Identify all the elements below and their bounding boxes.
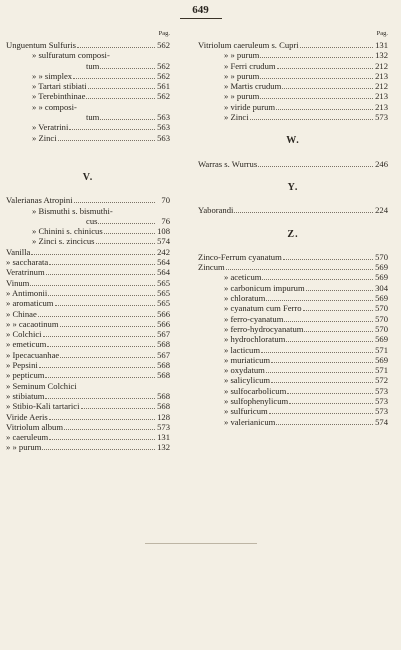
- index-entry: [198, 303, 388, 313]
- entry-page: 569: [375, 354, 388, 365]
- index-entry: [6, 216, 170, 226]
- index-entry: [198, 355, 388, 365]
- entry-page: 567: [157, 349, 170, 360]
- entry-term: » carbonicum impurum: [224, 282, 305, 293]
- entry-term: Warras s. Wurrus: [198, 158, 258, 169]
- section-letter-y: Y.: [287, 181, 299, 193]
- entry-term: » Tartari stibiati: [32, 81, 87, 92]
- index-entry: [198, 293, 388, 303]
- entry-term: » ferro-hydrocyanatum: [224, 323, 304, 334]
- section-letter-w: W.: [286, 135, 300, 147]
- dot-leader: [74, 196, 155, 203]
- right-group-y: [198, 205, 388, 215]
- dot-leader: [45, 392, 155, 399]
- index-entry: [6, 40, 170, 50]
- dot-leader: [100, 113, 155, 120]
- entry-page: 213: [375, 101, 388, 112]
- index-entry: [198, 396, 388, 406]
- index-entry: [198, 112, 388, 122]
- entry-page: 564: [157, 267, 170, 278]
- index-entry: [6, 288, 170, 298]
- entry-page: 212: [375, 60, 388, 71]
- index-entry: [6, 381, 170, 391]
- index-entry: [6, 391, 170, 401]
- dot-leader: [49, 413, 155, 420]
- dot-leader: [258, 160, 373, 167]
- entry-page: 246: [375, 158, 388, 169]
- dot-leader: [38, 310, 155, 317]
- dot-leader: [73, 72, 155, 79]
- dot-leader: [306, 284, 373, 291]
- entry-page: 213: [375, 70, 388, 81]
- entry-term: Vinum: [6, 277, 30, 288]
- dot-leader: [48, 289, 155, 296]
- dot-leader: [283, 253, 373, 260]
- dot-leader: [261, 346, 373, 353]
- entry-term: » Pepsini: [6, 360, 38, 371]
- entry-page: 563: [157, 132, 170, 143]
- dot-leader: [58, 134, 155, 141]
- dot-leader: [47, 340, 155, 347]
- dot-leader: [88, 82, 155, 89]
- dot-leader: [234, 206, 373, 213]
- entry-term: » Zinci: [32, 132, 57, 143]
- entry-page: 571: [375, 365, 388, 376]
- dot-leader: [277, 62, 373, 69]
- entry-term: » Seminum Colchici: [6, 380, 77, 391]
- entry-page: 574: [375, 416, 388, 427]
- entry-page: 131: [375, 40, 388, 50]
- entry-page: 563: [157, 122, 170, 133]
- entry-page: 565: [157, 298, 170, 309]
- entry-page: 567: [157, 329, 170, 340]
- entry-term: Vitriolum caeruleum s. Cupri: [198, 40, 299, 50]
- entry-term: Veratrinum: [6, 267, 45, 278]
- dot-leader: [269, 407, 373, 414]
- dot-leader: [43, 330, 155, 337]
- entry-term: » aceticum: [224, 272, 262, 283]
- dot-leader: [49, 258, 155, 265]
- page-number: 649: [192, 4, 209, 16]
- entry-term: Valerianas Atropini: [6, 195, 73, 206]
- entry-term: » caeruleum: [6, 432, 49, 443]
- entry-term: » saccharata: [6, 257, 49, 268]
- entry-term: » viride purum: [224, 101, 276, 112]
- entry-term: Unguentum Sulfuris: [6, 40, 76, 50]
- dot-leader: [282, 82, 373, 89]
- entry-page: 570: [375, 251, 388, 262]
- dot-leader: [96, 237, 155, 244]
- index-entry: [6, 298, 170, 308]
- index-entry: [6, 133, 170, 143]
- entry-page: 131: [157, 432, 170, 443]
- index-entry: [6, 81, 170, 91]
- entry-page: 572: [375, 375, 388, 386]
- entry-page: 561: [157, 81, 170, 92]
- index-entry: [198, 334, 388, 344]
- index-entry: [198, 324, 388, 334]
- dot-leader: [100, 62, 155, 69]
- entry-page: 132: [375, 50, 388, 61]
- entry-page: 568: [157, 390, 170, 401]
- index-entry: [198, 314, 388, 324]
- entry-term: » stibiatum: [6, 390, 45, 401]
- entry-page: 224: [375, 205, 388, 216]
- right-column: [198, 30, 388, 427]
- entry-term: » » simplex: [32, 70, 73, 81]
- entry-page: 570: [375, 313, 388, 324]
- entry-page: 565: [157, 277, 170, 288]
- index-entry: [198, 40, 388, 50]
- entry-term: » » cacaotinum: [6, 318, 59, 329]
- entry-term: » muriaticum: [224, 354, 271, 365]
- entry-term: » sulfuratum composi-: [32, 50, 110, 61]
- entry-term: » » purum: [224, 70, 260, 81]
- dot-leader: [276, 103, 373, 110]
- dot-leader: [86, 92, 155, 99]
- index-entry: [198, 81, 388, 91]
- dot-leader: [45, 371, 155, 378]
- dot-leader: [250, 113, 373, 120]
- entry-term: » Zinci s. zincicus: [32, 236, 95, 247]
- index-entry: [198, 102, 388, 112]
- entry-page: 128: [157, 411, 170, 422]
- index-entry: [6, 442, 170, 452]
- entry-term: » » purum: [224, 50, 260, 61]
- index-entry: [6, 432, 170, 442]
- entry-term: » ferro-cyanatum: [224, 313, 284, 324]
- entry-page: 562: [157, 60, 170, 71]
- index-entry: [6, 206, 170, 216]
- dot-leader: [31, 248, 155, 255]
- entry-page: 570: [375, 323, 388, 334]
- entry-term: » salicylicum: [224, 375, 271, 386]
- index-entry: [198, 50, 388, 60]
- entry-term: » » purum: [6, 442, 42, 453]
- pag-label-right: Pag.: [376, 30, 388, 37]
- entry-page: 573: [375, 406, 388, 417]
- entry-term: tum: [86, 112, 100, 123]
- entry-term: Yaborandi: [198, 205, 234, 216]
- entry-term: » » composi-: [32, 101, 77, 112]
- index-entry: [198, 159, 388, 169]
- dot-leader: [39, 361, 155, 368]
- right-group-w: [198, 159, 388, 169]
- entry-page: 304: [375, 282, 388, 293]
- entry-term: » chloratum: [224, 293, 266, 304]
- entry-term: » sulfocarbolicum: [224, 385, 287, 396]
- entry-term: » hydrochloratum: [224, 334, 286, 345]
- dot-leader: [260, 92, 373, 99]
- dot-leader: [276, 418, 373, 425]
- dot-leader: [114, 208, 155, 214]
- dot-leader: [304, 325, 373, 332]
- dot-leader: [60, 351, 155, 358]
- index-entry: [6, 401, 170, 411]
- entry-term: » cyanatum cum Ferro: [224, 303, 302, 314]
- entry-page: 562: [157, 91, 170, 102]
- index-entry: [6, 370, 170, 380]
- index-entry: [198, 386, 388, 396]
- entry-term: » Veratrini: [32, 122, 69, 133]
- right-group-z: [198, 252, 388, 427]
- dot-leader: [55, 299, 156, 306]
- entry-page: 132: [157, 442, 170, 453]
- entry-term: » aromaticum: [6, 298, 54, 309]
- entry-term: » Chinae: [6, 308, 37, 319]
- entry-page: 562: [157, 40, 170, 50]
- dot-leader: [260, 72, 373, 79]
- entry-page: 569: [375, 262, 388, 273]
- dot-leader: [69, 123, 155, 130]
- index-entry: [6, 339, 170, 349]
- index-entry: [198, 365, 388, 375]
- entry-term: » Colchici: [6, 329, 42, 340]
- index-entry: [198, 61, 388, 71]
- dot-leader: [60, 320, 156, 327]
- index-entry: [198, 417, 388, 427]
- index-entry: [198, 262, 388, 272]
- entry-term: » lacticum: [224, 344, 261, 355]
- index-entry: [6, 267, 170, 277]
- dot-leader: [226, 263, 373, 270]
- entry-page: 213: [375, 91, 388, 102]
- index-entry: [6, 278, 170, 288]
- entry-term: tum: [86, 60, 100, 71]
- dot-leader: [286, 335, 373, 342]
- entry-page: 562: [157, 70, 170, 81]
- index-entry: [6, 226, 170, 236]
- dot-leader: [289, 397, 373, 404]
- index-entry: [6, 412, 170, 422]
- index-entry: [198, 406, 388, 416]
- index-entry: [6, 236, 170, 246]
- index-entry: [198, 283, 388, 293]
- entry-page: 573: [375, 112, 388, 123]
- entry-page: 568: [157, 360, 170, 371]
- dot-leader: [287, 387, 373, 394]
- index-entry: [6, 329, 170, 339]
- entry-term: » sulfuricum: [224, 406, 268, 417]
- index-entry: [198, 252, 388, 262]
- entry-page: 565: [157, 287, 170, 298]
- entry-term: Zinco-Ferrum cyanatum: [198, 251, 282, 262]
- entry-page: 569: [375, 293, 388, 304]
- entry-page: 573: [375, 385, 388, 396]
- left-column: [6, 30, 170, 453]
- dot-leader: [77, 41, 155, 48]
- entry-page: 70: [161, 195, 170, 206]
- index-entry: [6, 112, 170, 122]
- left-group-unguentum: [6, 40, 170, 143]
- entry-page: 242: [157, 246, 170, 257]
- entry-page: 76: [161, 215, 170, 226]
- entry-term: » Antimonii: [6, 287, 48, 298]
- index-entry: [6, 319, 170, 329]
- dot-leader: [284, 315, 373, 322]
- index-entry: [6, 422, 170, 432]
- entry-page: 574: [157, 236, 170, 247]
- dot-leader: [271, 356, 373, 363]
- index-entry: [6, 350, 170, 360]
- entry-page: 564: [157, 257, 170, 268]
- header-rule: [180, 18, 222, 19]
- entry-term: » Stibio-Kali tartarici: [6, 401, 80, 412]
- dot-leader: [271, 376, 373, 383]
- entry-page: 566: [157, 308, 170, 319]
- dot-leader: [64, 423, 155, 430]
- entry-page: 563: [157, 112, 170, 123]
- entry-term: » oxydatum: [224, 365, 265, 376]
- entry-page: 569: [375, 334, 388, 345]
- index-entry: [198, 71, 388, 81]
- dot-leader: [78, 383, 155, 389]
- section-letter-v: V.: [82, 171, 94, 183]
- entry-term: Viride Aeris: [6, 411, 48, 422]
- entry-term: » emeticum: [6, 339, 47, 350]
- index-entry: [198, 91, 388, 101]
- dot-leader: [46, 268, 155, 275]
- entry-term: » » purum: [224, 91, 260, 102]
- entry-page: 108: [157, 226, 170, 237]
- entry-page: 573: [157, 421, 170, 432]
- index-entry: [6, 102, 170, 112]
- left-group-v: [6, 195, 170, 452]
- index-entry: [6, 71, 170, 81]
- index-entry: [6, 122, 170, 132]
- index-entry: [198, 205, 388, 215]
- entry-page: 570: [375, 303, 388, 314]
- entry-page: 566: [157, 318, 170, 329]
- entry-term: » Ferri crudum: [224, 60, 276, 71]
- dot-leader: [78, 104, 155, 110]
- footer-rule: [145, 543, 257, 544]
- dot-leader: [266, 366, 373, 373]
- entry-page: 212: [375, 81, 388, 92]
- index-entry: [6, 360, 170, 370]
- entry-term: » valerianicum: [224, 416, 276, 427]
- index-entry: [198, 345, 388, 355]
- index-entry: [198, 375, 388, 385]
- index-entry: [6, 61, 170, 71]
- entry-term: » sulfophenylicum: [224, 396, 289, 407]
- entry-term: » Ipecacuanhae: [6, 349, 60, 360]
- entry-page: 568: [157, 339, 170, 350]
- entry-page: 571: [375, 344, 388, 355]
- entry-page: 568: [157, 370, 170, 381]
- dot-leader: [260, 51, 373, 58]
- index-entry: [198, 272, 388, 282]
- entry-page: 568: [157, 401, 170, 412]
- entry-term: » Chinini s. chinicus: [32, 226, 103, 237]
- dot-leader: [303, 304, 373, 311]
- right-group-vitriolum: [198, 40, 388, 122]
- entry-page: 573: [375, 396, 388, 407]
- entry-term: » Martis crudum: [224, 81, 282, 92]
- index-entry: [6, 247, 170, 257]
- dot-leader: [111, 52, 155, 58]
- entry-term: » pepticum: [6, 370, 45, 381]
- entry-term: cus: [86, 215, 98, 226]
- entry-term: Vitriolum album: [6, 421, 64, 432]
- dot-leader: [266, 294, 373, 301]
- dot-leader: [98, 217, 155, 224]
- dot-leader: [300, 41, 373, 48]
- dot-leader: [42, 443, 155, 450]
- entry-term: Vanilla: [6, 246, 31, 257]
- index-entry: [6, 195, 170, 205]
- entry-page: 569: [375, 272, 388, 283]
- index-entry: [6, 91, 170, 101]
- section-letter-z: Z.: [287, 228, 299, 240]
- index-entry: [6, 309, 170, 319]
- pag-label-left: Pag.: [158, 30, 170, 37]
- entry-term: Zincum: [198, 262, 225, 273]
- index-entry: [6, 50, 170, 60]
- dot-leader: [81, 402, 155, 409]
- dot-leader: [30, 279, 155, 286]
- dot-leader: [262, 273, 373, 280]
- dot-leader: [49, 433, 155, 440]
- entry-term: » Terebinthinae: [32, 91, 86, 102]
- entry-term: » Bismuthi s. bismuthi-: [32, 205, 113, 216]
- dot-leader: [104, 227, 155, 234]
- entry-term: » Zinci: [224, 112, 249, 123]
- index-entry: [6, 257, 170, 267]
